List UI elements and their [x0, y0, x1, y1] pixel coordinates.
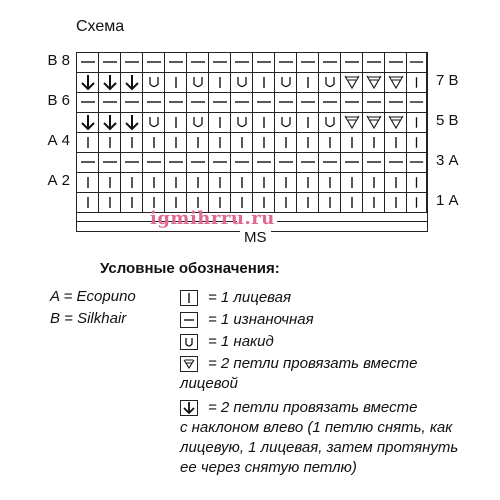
purl-stitch [363, 153, 385, 172]
knit-stitch [297, 133, 319, 152]
yarn-a: A = Ecopuno [50, 288, 136, 305]
chart-row-6 [77, 93, 427, 113]
purl-stitch [165, 153, 187, 172]
knit-stitch [363, 193, 385, 212]
watermark: igmihrru.ru [150, 208, 275, 229]
purl-stitch [231, 53, 253, 72]
row-label-b8: В 8 [47, 52, 70, 69]
purl-stitch [209, 53, 231, 72]
purl-stitch [341, 53, 363, 72]
ssk-stitch [99, 73, 121, 92]
yarn-over-stitch [275, 73, 297, 92]
purl-icon [180, 312, 198, 328]
purl-stitch [319, 153, 341, 172]
row-label-7b: 7 В [436, 72, 459, 89]
row-label-a2: А 2 [47, 172, 70, 189]
ssk-stitch [121, 113, 143, 132]
knit-stitch [165, 113, 187, 132]
knit-stitch [407, 113, 427, 132]
k2tog-stitch [385, 113, 407, 132]
chart-row-8 [77, 53, 427, 73]
knit-stitch [407, 73, 427, 92]
knit-stitch [99, 173, 121, 192]
ssk-stitch [121, 73, 143, 92]
legend-yarn-over: = 1 накид [208, 333, 274, 350]
row-label-a4: А 4 [47, 132, 70, 149]
purl-stitch [209, 153, 231, 172]
purl-stitch [209, 93, 231, 112]
knit-stitch [209, 133, 231, 152]
knit-stitch [99, 133, 121, 152]
knit-stitch [77, 193, 99, 212]
knit-stitch [231, 133, 253, 152]
knit-stitch [275, 173, 297, 192]
purl-stitch [143, 153, 165, 172]
knit-stitch [319, 193, 341, 212]
knit-stitch [319, 173, 341, 192]
purl-stitch [77, 93, 99, 112]
row-label-b6: В 6 [47, 92, 70, 109]
knit-stitch [275, 133, 297, 152]
ssk-stitch [99, 113, 121, 132]
purl-stitch [121, 153, 143, 172]
knit-stitch [385, 133, 407, 152]
chart-row-2 [77, 173, 427, 193]
purl-stitch [275, 53, 297, 72]
purl-stitch [253, 53, 275, 72]
stitch-chart [76, 52, 428, 212]
ssk-stitch [77, 73, 99, 92]
knit-stitch [407, 133, 427, 152]
purl-stitch [407, 53, 427, 72]
yarn-over-stitch [275, 113, 297, 132]
knit-stitch [121, 193, 143, 212]
knit-stitch [77, 173, 99, 192]
knit-stitch [143, 133, 165, 152]
purl-stitch [121, 53, 143, 72]
knit-stitch [407, 193, 427, 212]
purl-stitch [77, 153, 99, 172]
legend-title: Условные обозначения: [100, 260, 280, 277]
knit-stitch [165, 173, 187, 192]
yarn-over-stitch [231, 113, 253, 132]
legend-k2tog: = 2 петли провязать вместе [208, 355, 418, 372]
knit-stitch [297, 193, 319, 212]
chart-row-5 [77, 113, 427, 133]
purl-stitch [407, 153, 427, 172]
diagram-title: Схема [76, 18, 125, 35]
legend-ssk-line4: ее через снятую петлю) [180, 459, 357, 476]
purl-stitch [385, 93, 407, 112]
legend-ssk-line3: лицевую, 1 лицевая, затем протянуть [180, 439, 459, 456]
knit-stitch [253, 113, 275, 132]
purl-stitch [231, 153, 253, 172]
knit-stitch [187, 173, 209, 192]
purl-stitch [165, 93, 187, 112]
knit-stitch [121, 173, 143, 192]
k2tog-stitch [363, 113, 385, 132]
ssk-stitch [77, 113, 99, 132]
row-label-1a: 1 А [436, 192, 459, 209]
purl-stitch [319, 93, 341, 112]
k2tog-stitch [341, 113, 363, 132]
knit-icon [180, 290, 198, 306]
purl-stitch [297, 53, 319, 72]
k2tog-stitch [385, 73, 407, 92]
knit-stitch [385, 173, 407, 192]
knit-stitch [253, 73, 275, 92]
knit-stitch [253, 133, 275, 152]
knit-stitch [297, 173, 319, 192]
knit-stitch [253, 173, 275, 192]
knit-stitch [209, 173, 231, 192]
purl-stitch [99, 153, 121, 172]
knit-stitch [165, 73, 187, 92]
chart-row-4 [77, 133, 427, 153]
purl-stitch [253, 153, 275, 172]
purl-stitch [407, 93, 427, 112]
purl-stitch [363, 93, 385, 112]
k2tog-icon [180, 356, 198, 372]
purl-stitch [165, 53, 187, 72]
knit-stitch [319, 133, 341, 152]
knit-stitch [99, 193, 121, 212]
knit-stitch [407, 173, 427, 192]
yarn-over-stitch [187, 73, 209, 92]
knit-stitch [385, 193, 407, 212]
knit-stitch [121, 133, 143, 152]
knit-stitch [77, 133, 99, 152]
purl-stitch [187, 93, 209, 112]
purl-stitch [385, 153, 407, 172]
knit-stitch [363, 173, 385, 192]
knit-stitch [143, 173, 165, 192]
yarn-over-icon [180, 334, 198, 350]
legend-ssk-line2: с наклоном влево (1 петлю снять, как [180, 419, 453, 436]
knit-stitch [209, 113, 231, 132]
legend-purl: = 1 изнаночная [208, 311, 314, 328]
purl-stitch [275, 153, 297, 172]
purl-stitch [253, 93, 275, 112]
purl-stitch [231, 93, 253, 112]
knit-stitch [165, 133, 187, 152]
yarn-over-stitch [319, 73, 341, 92]
knit-stitch [341, 193, 363, 212]
yarn-over-stitch [143, 113, 165, 132]
k2tog-stitch [341, 73, 363, 92]
knit-stitch [209, 73, 231, 92]
purl-stitch [275, 93, 297, 112]
legend-knit: = 1 лицевая [208, 289, 292, 306]
purl-stitch [187, 153, 209, 172]
yarn-b: B = Silkhair [50, 310, 127, 327]
yarn-over-stitch [143, 73, 165, 92]
yarn-over-stitch [319, 113, 341, 132]
row-label-5b: 5 В [436, 112, 459, 129]
chart-row-7 [77, 73, 427, 93]
purl-stitch [341, 153, 363, 172]
purl-stitch [297, 153, 319, 172]
purl-stitch [121, 93, 143, 112]
purl-stitch [363, 53, 385, 72]
knit-stitch [297, 113, 319, 132]
purl-stitch [77, 53, 99, 72]
purl-stitch [99, 93, 121, 112]
yarn-over-stitch [187, 113, 209, 132]
purl-stitch [319, 53, 341, 72]
chart-row-3 [77, 153, 427, 173]
knit-stitch [363, 133, 385, 152]
yarn-over-stitch [231, 73, 253, 92]
purl-stitch [341, 93, 363, 112]
ms-label: MS [240, 230, 271, 246]
k2tog-stitch [363, 73, 385, 92]
knit-stitch [275, 193, 297, 212]
row-label-3a: 3 А [436, 152, 459, 169]
knit-stitch [341, 133, 363, 152]
purl-stitch [143, 93, 165, 112]
knit-stitch [231, 173, 253, 192]
knit-stitch [297, 73, 319, 92]
legend-ssk: = 2 петли провязать вместе [208, 399, 418, 416]
purl-stitch [99, 53, 121, 72]
knit-stitch [341, 173, 363, 192]
purl-stitch [297, 93, 319, 112]
ssk-icon [180, 400, 198, 416]
legend-k2tog-cont: лицевой [180, 375, 238, 392]
purl-stitch [187, 53, 209, 72]
purl-stitch [385, 53, 407, 72]
knit-stitch [187, 133, 209, 152]
purl-stitch [143, 53, 165, 72]
